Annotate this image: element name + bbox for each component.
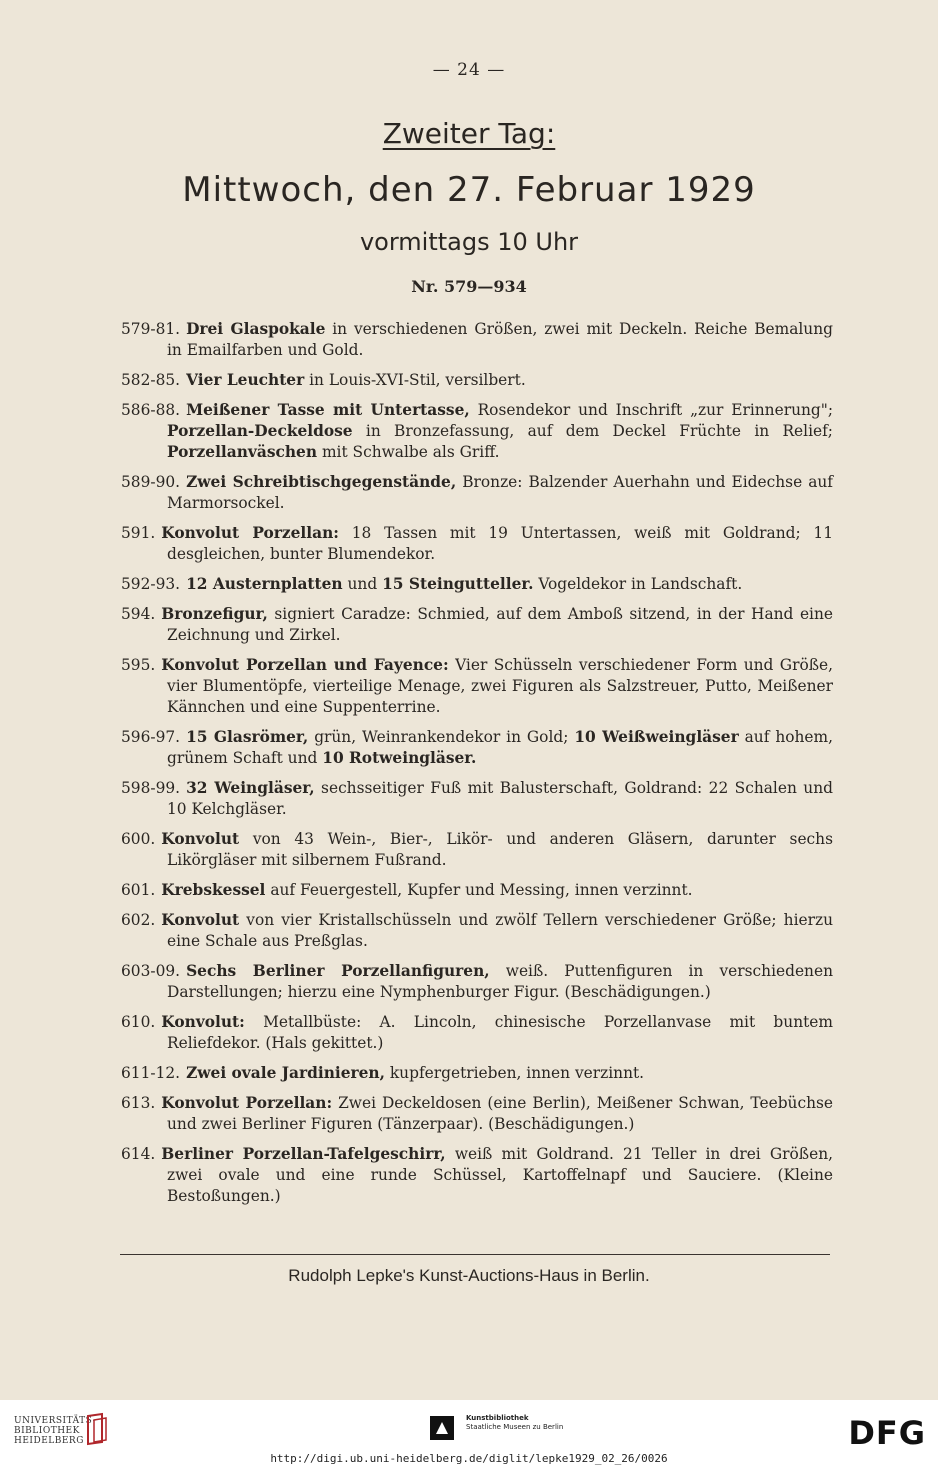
lot-description: von 43 Wein-, Bier-, Likör- und anderen Gläsern, darunter sechs Likörgläser mit silbernem Fußrand. <box>167 830 833 869</box>
lot-number: 611-12. <box>121 1064 181 1082</box>
lot-description: Vier Schüsseln verschiedener Form und Größe, vier Blumentöpfe, vierteilige Menage, zwei Figuren als Salzstreuer, Putto, Meißener Kännchen und eine Suppenterrine. <box>167 656 834 716</box>
publisher-line: Rudolph Lepke's Kunst-Auctions-Haus in Berlin. <box>288 1266 650 1285</box>
lot-description: Rosendekor und Inschrift „zur Erinnerung"; <box>469 401 834 419</box>
lot-number: 600. <box>121 830 156 848</box>
lot-title: Konvolut: <box>161 1013 245 1031</box>
lot-description: auf hohem, grünem Schaft und <box>167 728 834 767</box>
lot-entry <box>121 370 833 391</box>
lot-entry <box>121 604 833 646</box>
lot-title: Konvolut <box>161 830 240 848</box>
ub-logo-line: BIBLIOTHEK <box>14 1426 80 1436</box>
lot-description: in Bronzefassung, auf dem Deckel Früchte in Relief; <box>352 422 833 440</box>
ub-emblem-icon <box>84 1412 110 1446</box>
divider <box>120 1254 830 1255</box>
permalink-url[interactable]: http://digi.ub.uni-heidelberg.de/diglit/lepke1929_02_26/0026 <box>270 1452 668 1465</box>
lot-number: 579-81. <box>121 320 181 338</box>
lot-title: 15 Steingutteller. <box>382 575 534 593</box>
kb-subtitle: Staatliche Museen zu Berlin <box>466 1423 564 1431</box>
lot-range: Nr. 579—934 <box>411 277 527 296</box>
lot-title: Porzellan-Deckeldose <box>167 422 353 440</box>
lot-title: Drei Glaspokale <box>186 320 326 338</box>
lot-title: 12 Austernplatten <box>186 575 343 593</box>
lot-number: 603-09. <box>121 962 181 980</box>
lot-entry <box>121 1144 833 1207</box>
lot-number: 613. <box>121 1094 156 1112</box>
lot-entry <box>121 319 833 361</box>
lot-entry <box>121 655 833 718</box>
lot-entry <box>121 829 833 871</box>
lot-list <box>121 319 833 1216</box>
lot-entry <box>121 880 833 901</box>
lot-title: 32 Weingläser, <box>186 779 315 797</box>
lot-description: Bronze: Balzender Auerhahn und Eidechse auf Marmorsockel. <box>167 473 833 512</box>
lot-number: 595. <box>121 656 156 674</box>
lot-entry <box>121 1063 833 1084</box>
lot-description: 18 Tassen mit 19 Untertassen, weiß mit Goldrand; 11 desgleichen, bunter Blumendekor. <box>167 524 833 563</box>
lot-number: 591. <box>121 524 156 542</box>
lot-title: Porzellanväschen <box>167 443 318 461</box>
subtitle: Zweiter Tag: <box>382 117 556 150</box>
lot-description: grün, Weinrankendekor in Gold; <box>308 728 575 746</box>
kunstbibliothek-logo-icon <box>428 1414 456 1442</box>
kb-name: Kunstbibliothek <box>466 1414 529 1422</box>
lot-entry <box>121 1012 833 1054</box>
lot-entry <box>121 472 833 514</box>
lot-entry <box>121 910 833 952</box>
lot-entry <box>121 400 833 463</box>
lot-description: mit Schwalbe als Griff. <box>317 443 500 461</box>
lot-number: 592-93. <box>121 575 181 593</box>
kunstbibliothek-logo[interactable] <box>466 1414 563 1432</box>
lot-description: Metallbüste: A. Lincoln, chinesische Porzellanvase mit buntem Reliefdekor. (Hals gekittet.) <box>167 1013 833 1052</box>
lot-description: weiß mit Goldrand. 21 Teller in drei Größen, zwei ovale und eine runde Schüssel, Kartoffelnapf und Sauciere. (Kleine Bestoßungen.) <box>167 1145 833 1205</box>
lot-number: 610. <box>121 1013 156 1031</box>
lot-description: sechsseitiger Fuß mit Balusterschaft, Goldrand: 22 Schalen und 10 Kelchgläser. <box>167 779 833 818</box>
lot-number: 582-85. <box>121 371 181 389</box>
lot-number: 602. <box>121 911 156 929</box>
lot-title: Konvolut Porzellan: <box>161 1094 333 1112</box>
lot-number: 596-97. <box>121 728 181 746</box>
lot-title: Zwei ovale Jardinieren, <box>186 1064 385 1082</box>
lot-title: Krebskessel <box>161 881 266 899</box>
lot-number: 589-90. <box>121 473 181 491</box>
lot-title: Vier Leuchter <box>186 371 305 389</box>
lot-entry <box>121 778 833 820</box>
lot-number: 594. <box>121 605 156 623</box>
lot-number: 598-99. <box>121 779 181 797</box>
lot-description: in Louis-XVI-Stil, versilbert. <box>304 371 526 389</box>
lot-description: in verschiedenen Größen, zwei mit Deckeln. Reiche Bemalung in Emailfarben und Gold. <box>167 320 833 359</box>
lot-title: 10 Weißweingläser <box>574 728 739 746</box>
lot-title: Sechs Berliner Porzellanfiguren, <box>186 962 490 980</box>
lot-entry <box>121 727 833 769</box>
lot-entry <box>121 961 833 1003</box>
lot-title: Zwei Schreibtischgegenstände, <box>186 473 457 491</box>
dfg-logo[interactable]: DFG <box>848 1414 926 1452</box>
lot-title: Konvolut Porzellan: <box>161 524 339 542</box>
lot-title: 10 Rotweingläser. <box>322 749 477 767</box>
lot-number: 601. <box>121 881 156 899</box>
page-title: Mittwoch, den 27. Februar 1929 <box>182 170 756 210</box>
ub-logo-line: UNIVERSITÄTS- <box>14 1416 97 1426</box>
lot-description: auf Feuergestell, Kupfer und Messing, innen verzinnt. <box>265 881 693 899</box>
lot-entry <box>121 523 833 565</box>
lot-description: Zwei Deckeldosen (eine Berlin), Meißener Schwan, Teebüchse und zwei Berliner Figuren (Tänzerpaar). (Beschädigungen.) <box>167 1094 834 1133</box>
lot-description: von vier Kristallschüsseln und zwölf Tellern verschiedener Größe; hierzu eine Schale aus Preßglas. <box>167 911 833 950</box>
lot-description: weiß. Puttenfiguren in verschiedenen Darstellungen; hierzu eine Nymphenburger Figur. (Beschädigungen.) <box>167 962 833 1001</box>
lot-title: Bronzefigur, <box>161 605 268 623</box>
lot-entry <box>121 1093 833 1135</box>
ub-logo-line: HEIDELBERG <box>14 1436 84 1446</box>
auction-time: vormittags 10 Uhr <box>359 228 579 256</box>
lot-description: Vogeldekor in Landschaft. <box>533 575 743 593</box>
lot-title: Konvolut <box>161 911 240 929</box>
lot-title: Konvolut Porzellan und Fayence: <box>161 656 449 674</box>
lot-title: Berliner Porzellan-Tafelgeschirr, <box>161 1145 446 1163</box>
lot-number: 586-88. <box>121 401 181 419</box>
lot-description: signiert Caradze: Schmied, auf dem Amboß sitzend, in der Hand eine Zeichnung und Zirkel. <box>167 605 833 644</box>
lot-entry <box>121 574 833 595</box>
lot-title: Meißener Tasse mit Untertasse, <box>186 401 470 419</box>
footer-bar <box>0 1400 938 1468</box>
lot-number: 614. <box>121 1145 156 1163</box>
lot-title: 15 Glasrömer, <box>186 728 309 746</box>
lot-description: und <box>342 575 383 593</box>
page-number: — 24 — <box>432 60 506 80</box>
lot-description: kupfergetrieben, innen verzinnt. <box>384 1064 645 1082</box>
